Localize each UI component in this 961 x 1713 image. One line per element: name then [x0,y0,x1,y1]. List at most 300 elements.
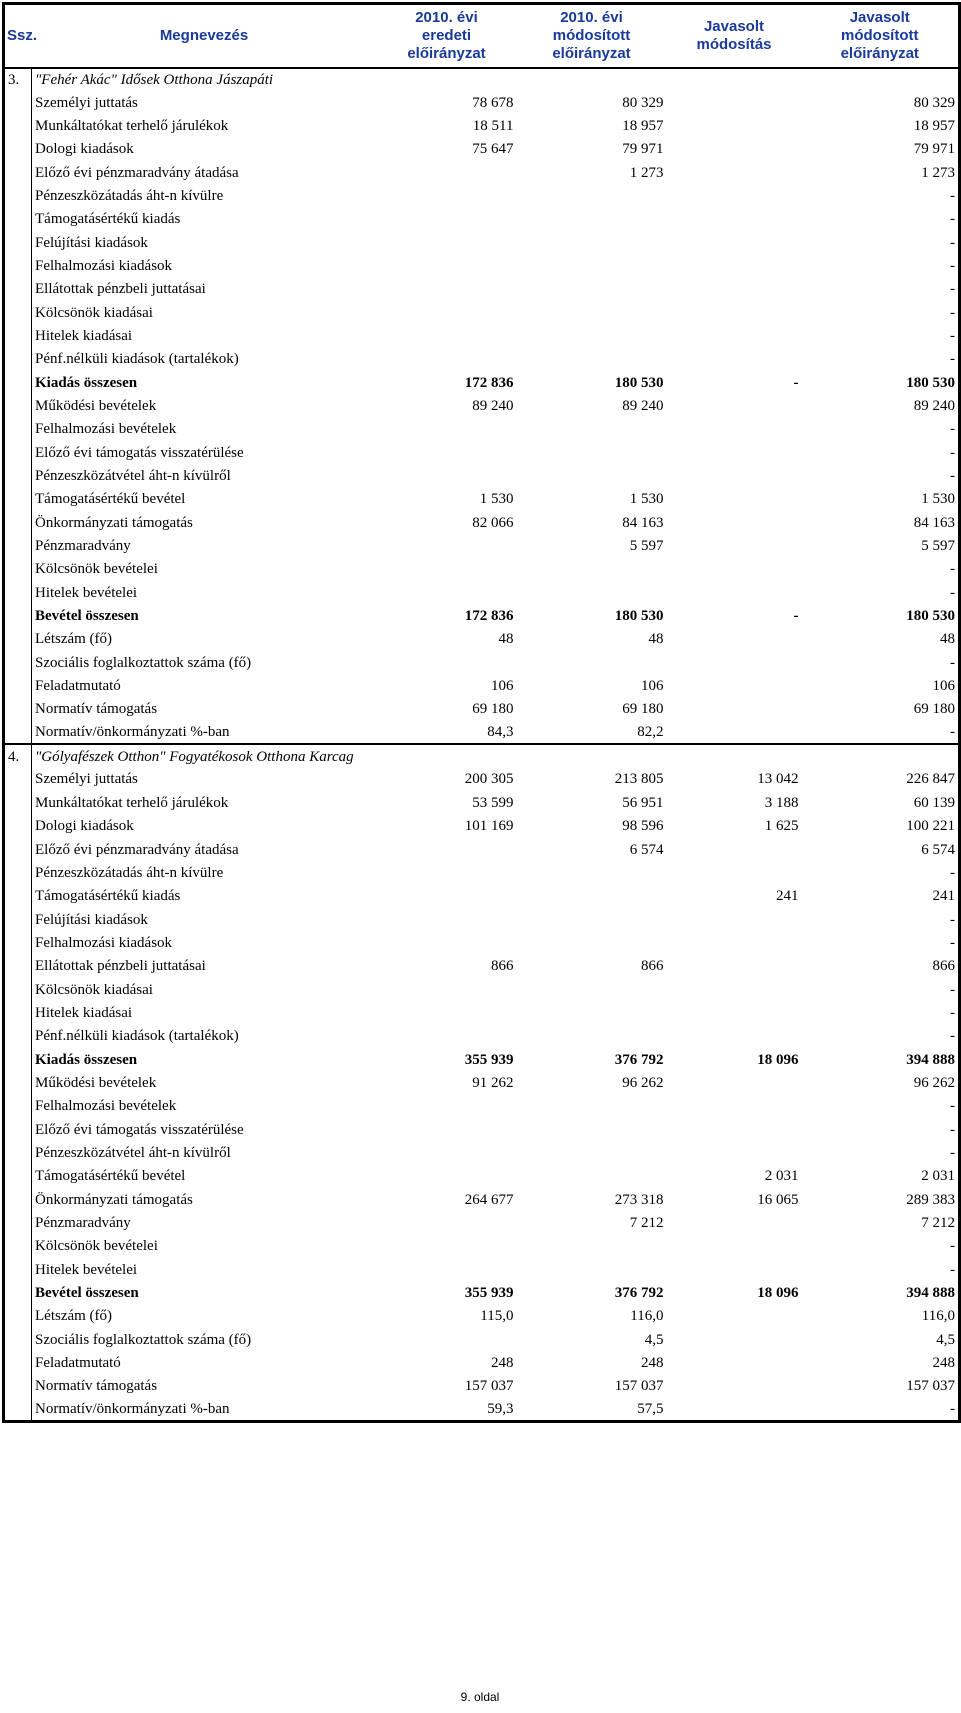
header-line: módosítás [696,35,772,53]
cell-v1: 78 678 [472,94,514,111]
cell-v2 [517,278,667,301]
header-line: előirányzat [407,44,486,62]
table-row [4,628,960,651]
cell-v4: - [802,861,960,884]
table-row [4,534,960,557]
cell-v4: - [802,978,960,1001]
table-row [4,231,960,254]
cell-v1 [377,1165,517,1188]
cell-v4: - [802,348,960,371]
cell-v1 [377,1001,517,1024]
row-label: Kiadás összesen [35,1051,138,1068]
row-label: Pénzmaradvány [35,538,131,555]
cell-v2: 116,0 [630,1308,664,1325]
row-label: Kölcsönök bevételei [35,561,158,578]
cell-v2: 180 530 [614,608,664,625]
cell-v4: - [802,1258,960,1281]
table-row [4,91,960,114]
cell-v1 [377,441,517,464]
row-label: Hitelek kiadásai [35,327,133,344]
cell-v4: 4,5 [802,1328,960,1351]
cell-v1 [377,1211,517,1234]
cell-v2 [517,254,667,277]
header-line: módosított [841,26,919,44]
cell-v1: 355 939 [464,1285,514,1302]
cell-v3 [667,231,802,254]
cell-v2: 106 [641,678,664,695]
cell-v2: 57,5 [517,1398,667,1422]
row-index-cell [4,1001,32,1024]
cell-v3 [667,464,802,487]
cell-v2 [517,1025,667,1048]
cell-v1: 101 169 [464,818,514,835]
row-index-cell [4,1351,32,1374]
cell-v3 [667,674,802,697]
cell-v3 [667,394,802,417]
table-row [4,464,960,487]
cell-v4: - [802,1001,960,1024]
table-row [4,441,960,464]
table-row [4,558,960,581]
cell-v4: 89 240 [802,394,960,417]
cell-v4: - [802,651,960,674]
table-row [4,838,960,861]
cell-v4: - [802,301,960,324]
row-index-cell [4,1118,32,1141]
total-row [4,371,960,394]
row-label: Előző évi pénzmaradvány átadása [35,164,239,181]
table-row [4,861,960,884]
cell-v3 [667,114,802,137]
table-row [4,908,960,931]
cell-v2 [517,324,667,347]
cell-v1: 355 939 [464,1051,514,1068]
table-row [4,1188,960,1211]
cell-v2: 6 574 [629,841,664,858]
cell-v3 [667,1351,802,1374]
section-title: "Gólyafészek Otthon" Fogyatékosok Otthona Karcag [32,744,960,767]
cell-v4: - [802,208,960,231]
cell-v1 [377,534,517,557]
row-index-cell [4,301,32,324]
header-original-appropriation [377,4,517,68]
cell-v2: 376 792 [614,1285,664,1302]
header-line: Javasolt [849,8,910,26]
cell-v3: 2 031 [764,1168,799,1185]
row-label: Szociális foglalkoztattok száma (fő) [35,654,252,671]
cell-v4: 180 530 [802,371,960,394]
row-index-cell [4,254,32,277]
cell-v1 [377,1235,517,1258]
cell-v2: 7 212 [629,1215,664,1232]
row-label: Pénzeszközátvétel áht-n kívülről [35,1144,231,1161]
header-ssz: Ssz. [4,4,32,68]
row-index-cell [4,698,32,721]
cell-v3 [667,628,802,651]
table-row [4,138,960,161]
table-row [4,581,960,604]
cell-v3 [667,558,802,581]
cell-v1 [377,301,517,324]
cell-v2: 89 240 [622,397,664,414]
cell-v2: 1 530 [629,491,664,508]
cell-v2 [517,651,667,674]
cell-v3 [667,955,802,978]
row-index-cell [4,1235,32,1258]
cell-v4: - [802,581,960,604]
cell-v3 [667,1375,802,1398]
cell-v4: - [802,278,960,301]
row-label: Kiadás összesen [35,374,138,391]
cell-v2 [517,1235,667,1258]
cell-v1 [377,464,517,487]
cell-v1: 248 [491,1355,514,1372]
cell-v2: 5 597 [629,538,664,555]
cell-v2 [517,1165,667,1188]
cell-v4: 289 383 [802,1188,960,1211]
header-line: Javasolt [703,17,765,35]
cell-v3 [667,861,802,884]
cell-v3 [667,91,802,114]
cell-v3 [667,184,802,207]
cell-v1: 866 [491,958,514,975]
row-index-cell [4,161,32,184]
row-index-cell [4,1071,32,1094]
row-label: Bevétel összesen [35,1285,139,1302]
row-index-cell [4,1141,32,1164]
row-label: Pénf.nélküli kiadások (tartalékok) [35,1028,239,1045]
table-row [4,1305,960,1328]
table-row [4,931,960,954]
total-row [4,1281,960,1304]
cell-v3 [667,931,802,954]
table-row [4,418,960,441]
table-row [4,394,960,417]
cell-v1: 200 305 [464,771,514,788]
cell-v2: 80 329 [622,94,664,111]
row-label: Támogatásértékű kiadás [35,888,181,905]
cell-v4: 394 888 [802,1281,960,1304]
cell-v2 [517,581,667,604]
row-label: Felújítási kiadások [35,911,148,928]
table-row [4,768,960,791]
row-label: Hitelek bevételei [35,584,138,601]
cell-v3 [667,254,802,277]
cell-v3 [667,651,802,674]
cell-v3 [667,1118,802,1141]
table-row [4,324,960,347]
row-label: Pénzeszközátadás áht-n kívülre [35,187,224,204]
row-index-cell [4,138,32,161]
cell-v4: 96 262 [802,1071,960,1094]
table-row [4,301,960,324]
row-index-cell [4,114,32,137]
cell-v4: 1 530 [802,488,960,511]
section-number: 3. [4,68,32,91]
cell-v1 [377,1258,517,1281]
table-row [4,161,960,184]
cell-v1: 75 647 [472,141,514,158]
cell-v3: 18 096 [757,1051,799,1068]
cell-v4: - [802,1141,960,1164]
table-row [4,1235,960,1258]
cell-v3 [667,301,802,324]
cell-v1 [377,324,517,347]
cell-v4: - [802,931,960,954]
cell-v1: 84,3 [487,724,514,741]
cell-v4: - [802,418,960,441]
cell-v3: - [793,374,799,391]
cell-v3 [667,908,802,931]
cell-v1: 59,3 [377,1398,517,1422]
cell-v3 [667,838,802,861]
cell-v4: 69 180 [802,698,960,721]
cell-v1: 82 066 [472,514,514,531]
cell-v2 [517,441,667,464]
cell-v2 [517,184,667,207]
cell-v3 [667,1328,802,1351]
cell-v4: - [802,254,960,277]
cell-v1: 89 240 [472,397,514,414]
table-row [4,1211,960,1234]
cell-v3 [667,511,802,534]
cell-v2: 248 [641,1355,664,1372]
row-index-cell [4,581,32,604]
row-label: Pénzmaradvány [35,1215,131,1232]
cell-v1 [377,1141,517,1164]
cell-v3 [667,1071,802,1094]
cell-v4: - [802,1398,960,1422]
row-index-cell [4,418,32,441]
cell-v1: 106 [491,678,514,695]
row-index-cell [4,1398,32,1422]
cell-v3 [667,698,802,721]
row-index-cell [4,931,32,954]
section-header-row [4,744,960,767]
row-index-cell [4,208,32,231]
row-index-cell [4,628,32,651]
table-row [4,348,960,371]
header-line: eredeti [421,26,472,44]
total-row [4,604,960,627]
row-label: Személyi juttatás [35,94,138,111]
cell-v1 [377,231,517,254]
cell-v3 [667,324,802,347]
row-index-cell [4,441,32,464]
row-index-cell [4,91,32,114]
cell-v1 [377,161,517,184]
page-number: 9. oldal [460,1690,500,1704]
cell-v1 [377,838,517,861]
cell-v2 [517,558,667,581]
row-label: Normatív/önkormányzati %-ban [35,724,230,741]
cell-v2 [517,861,667,884]
cell-v3 [667,418,802,441]
header-line: előirányzat [552,44,631,62]
cell-v4: 84 163 [802,511,960,534]
cell-v1: 48 [498,631,514,648]
cell-v1: 91 262 [472,1074,514,1091]
row-label: Pénzeszközátadás áht-n kívülre [35,864,224,881]
header-line: 2010. évi [415,8,478,26]
cell-v1 [377,861,517,884]
cell-v3 [667,1025,802,1048]
table-row [4,184,960,207]
cell-v2: 213 805 [614,771,664,788]
table-row [4,955,960,978]
section-title: "Fehér Akác" Idősek Otthona Jászapáti [32,68,960,91]
cell-v4: 241 [802,885,960,908]
row-label: Személyi juttatás [35,771,138,788]
cell-v2: 48 [648,631,664,648]
table-row [4,511,960,534]
table-row [4,1118,960,1141]
cell-v4: 80 329 [802,91,960,114]
table-row [4,1398,960,1422]
row-label: Normatív támogatás [35,701,158,718]
row-index-cell [4,1095,32,1118]
section-header-row [4,68,960,91]
table-row [4,1165,960,1188]
cell-v1 [377,558,517,581]
total-row [4,1048,960,1071]
cell-v2 [517,1118,667,1141]
row-label: Munkáltatókat terhelő járulékok [35,794,229,811]
cell-v3 [667,488,802,511]
cell-v3: - [793,608,799,625]
row-index-cell [4,955,32,978]
header-proposed-modification [667,4,802,68]
table-row [4,114,960,137]
cell-v2 [517,908,667,931]
cell-v4: - [802,1025,960,1048]
row-label: Pénf.nélküli kiadások (tartalékok) [35,351,239,368]
row-index-cell [4,1328,32,1351]
row-label: Kölcsönök bevételei [35,1238,158,1255]
cell-v4: 6 574 [802,838,960,861]
cell-v2 [517,464,667,487]
cell-v2: 96 262 [622,1074,664,1091]
cell-v2: 376 792 [614,1051,664,1068]
cell-v4: 226 847 [802,768,960,791]
row-label: Működési bevételek [35,397,157,414]
row-label: Dologi kiadások [35,141,134,158]
cell-v3 [667,1095,802,1118]
cell-v4: 394 888 [802,1048,960,1071]
cell-v2 [517,1095,667,1118]
cell-v3 [667,208,802,231]
cell-v3 [667,721,802,744]
table-row [4,1258,960,1281]
table-row [4,721,960,744]
cell-v3 [667,1211,802,1234]
cell-v1: 115,0 [480,1308,514,1325]
row-index-cell [4,348,32,371]
cell-v4: - [802,1235,960,1258]
row-index-cell [4,394,32,417]
header-row [4,4,960,68]
cell-v2: 84 163 [622,514,664,531]
table-row [4,885,960,908]
cell-v2: 18 957 [622,117,664,134]
cell-v4: 157 037 [802,1375,960,1398]
cell-v2: 4,5 [644,1331,664,1348]
table-row [4,674,960,697]
row-index-cell [4,978,32,1001]
cell-v4: 79 971 [802,138,960,161]
cell-v1 [377,348,517,371]
cell-v1: 264 677 [464,1191,514,1208]
row-label: Dologi kiadások [35,818,134,835]
cell-v3: 1 625 [764,818,799,835]
cell-v2 [517,978,667,1001]
row-label: Kölcsönök kiadásai [35,981,153,998]
cell-v4: 60 139 [802,791,960,814]
row-label: Pénzeszközátvétel áht-n kívülről [35,468,231,485]
row-label: Feladatmutató [35,1355,121,1372]
row-label: Hitelek kiadásai [35,1004,133,1021]
cell-v4: 116,0 [802,1305,960,1328]
table-row [4,254,960,277]
cell-v1: 18 511 [472,117,514,134]
row-index-cell [4,651,32,674]
row-index-cell [4,885,32,908]
row-index-cell [4,674,32,697]
cell-v4: - [802,1095,960,1118]
cell-v3 [667,1398,802,1422]
cell-v1 [377,254,517,277]
cell-v1: 1 530 [479,491,514,508]
budget-table [2,2,961,1423]
header-proposed-modified-appropriation [802,4,960,68]
cell-v1 [377,208,517,231]
row-label: Normatív támogatás [35,1378,158,1395]
row-index-cell [4,1281,32,1304]
header-modified-appropriation [517,4,667,68]
table-row [4,1375,960,1398]
row-label: Ellátottak pénzbeli juttatásai [35,281,206,298]
cell-v3 [667,161,802,184]
cell-v4: 248 [802,1351,960,1374]
cell-v2 [517,348,667,371]
cell-v1 [377,651,517,674]
cell-v1 [377,931,517,954]
row-index-cell [4,371,32,394]
row-label: Felhalmozási bevételek [35,1098,177,1115]
header-line: 2010. évi [560,8,623,26]
cell-v2 [517,885,667,908]
row-index-cell [4,231,32,254]
table-row [4,278,960,301]
row-index-cell [4,1188,32,1211]
row-label: Előző évi támogatás visszatérülése [35,444,244,461]
table-row [4,791,960,814]
cell-v1 [377,1118,517,1141]
row-label: Működési bevételek [35,1074,157,1091]
row-label: Kölcsönök kiadásai [35,304,153,321]
cell-v3: 13 042 [757,771,799,788]
row-index-cell [4,604,32,627]
cell-v4: - [802,464,960,487]
row-index-cell [4,838,32,861]
cell-v3 [667,138,802,161]
row-index-cell [4,721,32,744]
row-label: Munkáltatókat terhelő járulékok [35,117,229,134]
cell-v3 [667,581,802,604]
row-index-cell [4,1025,32,1048]
cell-v4: 48 [802,628,960,651]
cell-v4: 5 597 [802,534,960,557]
